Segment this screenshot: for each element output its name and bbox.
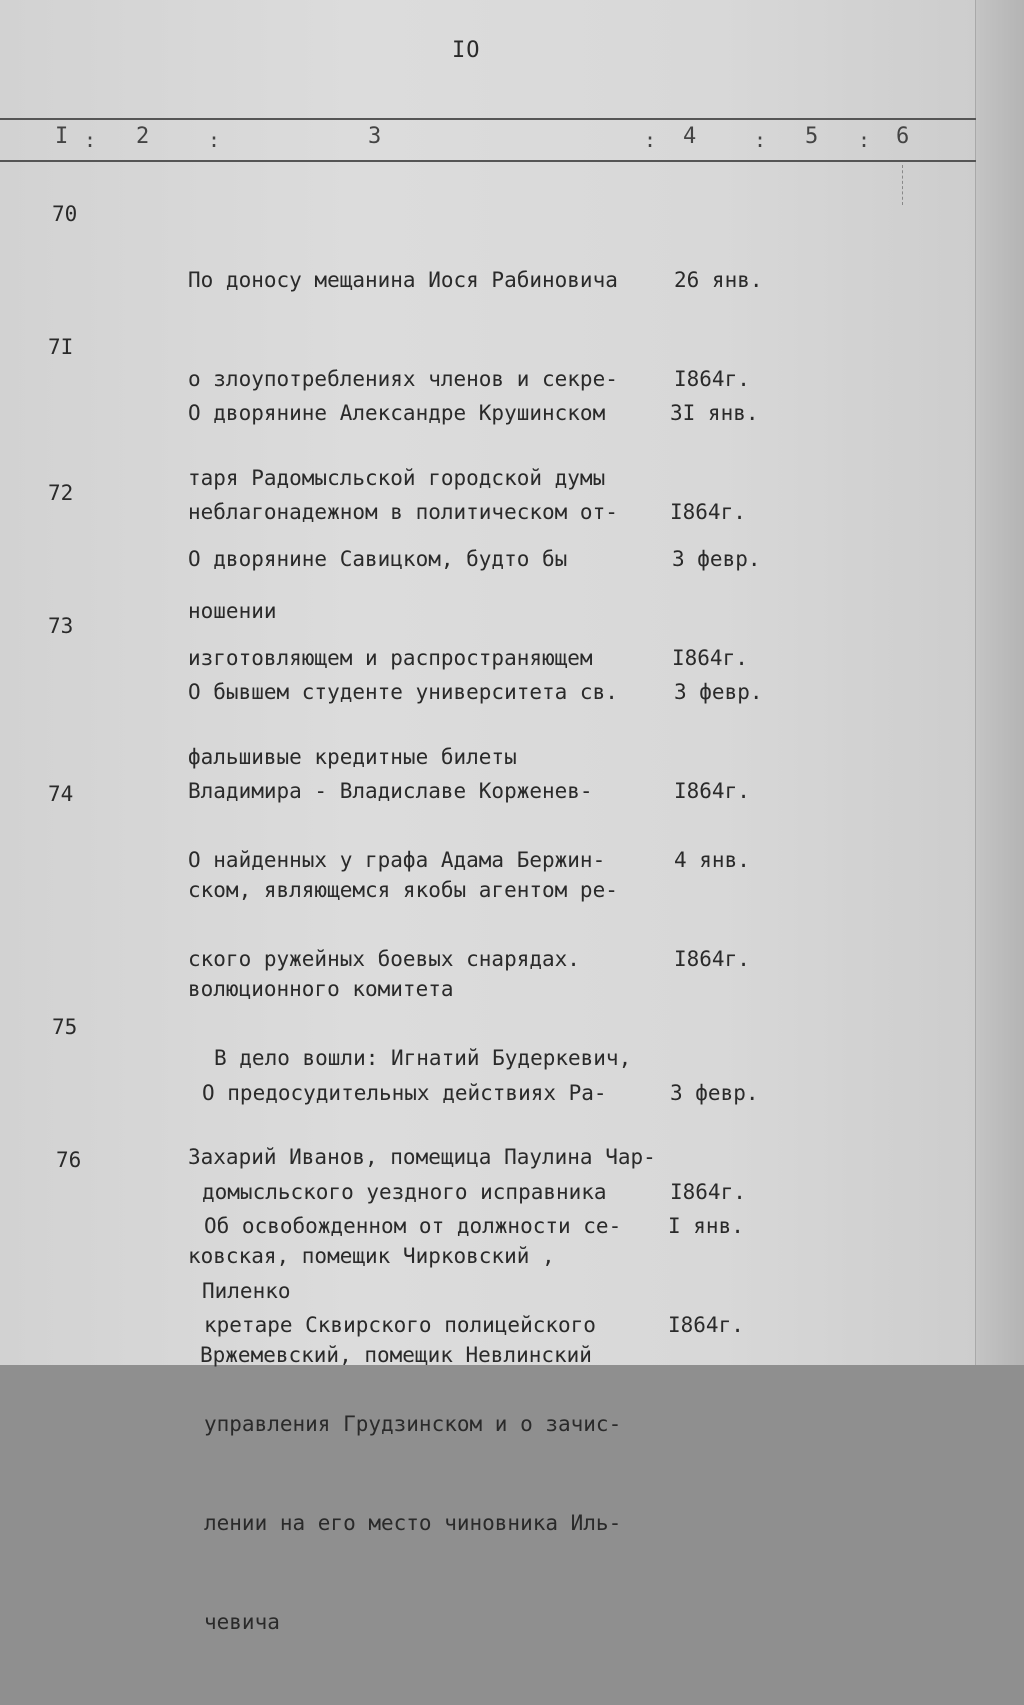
header-col-3: 3 xyxy=(368,124,382,149)
header-separator: : xyxy=(644,128,657,152)
header-bottom-rule xyxy=(0,160,976,162)
entry-description: О бывшем студенте университета св. Владимира - Владиславе Корженев- ском, являющемся якобы агентом ре- волюционного комитета xyxy=(188,680,618,1001)
entry-description: О найденных у графа Адама Бержин- ского ружейных боевых снарядах. В дело вошли: Игнатий Будеркевич, Захарий Иванов, помещица Паулина Чар- ковская, помещик Чирковский , Вржемевский, помещик Невлинский xyxy=(188,848,656,1367)
entry-number: 72 xyxy=(48,481,74,505)
header-top-rule xyxy=(0,118,976,120)
header-col-2: 2 xyxy=(136,124,150,149)
entry-date: 3 февр. I864г. xyxy=(674,680,763,803)
header-col-6: 6 xyxy=(896,124,910,149)
page-number: IO xyxy=(452,38,481,63)
next-page-edge xyxy=(975,0,1024,1365)
header-col-5: 5 xyxy=(805,124,819,149)
entry-number: 70 xyxy=(52,202,78,226)
entry-number: 7I xyxy=(48,335,74,359)
entry-number: 73 xyxy=(48,614,74,638)
entry-description: О дворянине Александре Крушинском неблагонадежном в политическом от- ношении xyxy=(188,401,618,623)
entry-date: 3I янв. I864г. xyxy=(670,401,759,524)
entry-description: По доносу мещанина Иося Рабиновича о злоупотреблениях членов и секре- таря Радомысльской городской думы xyxy=(188,268,618,490)
entry-description: О предосудительных действиях Ра- домысльского уездного исправника Пиленко xyxy=(202,1081,607,1303)
entry-number: 76 xyxy=(56,1148,82,1172)
header-separator: : xyxy=(208,128,221,152)
header-col-4: 4 xyxy=(683,124,697,149)
entry-date: 26 янв. I864г. xyxy=(674,268,763,391)
column-tick xyxy=(902,165,903,205)
header-separator: : xyxy=(754,128,767,152)
entry-number: 74 xyxy=(48,782,74,806)
entry-date: 4 янв. I864г. xyxy=(674,848,750,971)
entry-number: 75 xyxy=(52,1015,78,1039)
entry-date: 3 февр. I864г. xyxy=(670,1081,759,1204)
entry-description: О дворянине Савицком, будто бы изготовляющем и распространяющем фальшивые кредитные билеты xyxy=(188,547,593,769)
header-col-1: I xyxy=(55,124,69,149)
entry-description: Об освобожденном от должности се- кретаре Сквирского полицейского управления Грудзинском и о зачис- лении на его место чиновника Иль- чевича xyxy=(204,1214,622,1634)
header-separator: : xyxy=(84,128,97,152)
entry-date: I янв. I864г. xyxy=(668,1214,744,1337)
entry-date: 3 февр. I864г. xyxy=(672,547,761,670)
header-separator: : xyxy=(858,128,871,152)
